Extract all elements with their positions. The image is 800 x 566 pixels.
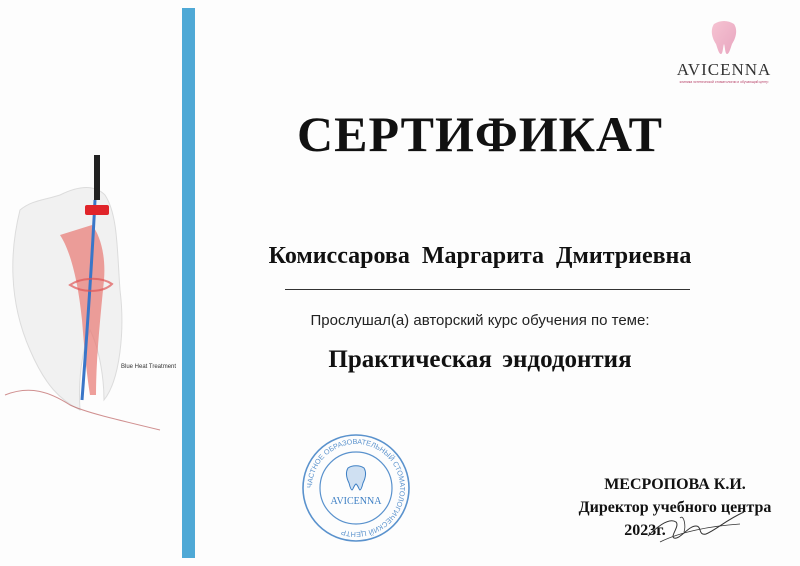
tooth-logo-icon xyxy=(710,20,738,56)
accent-stripe xyxy=(182,8,195,558)
logo-wordmark: AVICENNA xyxy=(676,60,772,79)
signer-position: Директор учебного центра xyxy=(578,499,772,516)
handwritten-signature xyxy=(640,496,750,548)
seal-stamp xyxy=(300,432,412,544)
illustration-caption: Blue Heat Treatment xyxy=(121,364,177,370)
tooth-illustration xyxy=(0,0,200,566)
avicenna-logo xyxy=(668,14,780,94)
name-underline xyxy=(285,289,690,290)
signer-name: МЕСРОПОВА К.И. xyxy=(604,476,746,493)
stamp-ring-text: ЧАСТНОЕ ОБРАЗОВАТЕЛЬНЫЙ СТОМАТОЛОГИЧЕСКИЙ ЦЕНТР xyxy=(304,436,408,540)
issue-year: 2023г. xyxy=(624,522,666,539)
logo-tagline: клиника эстетической стоматологии и обучающий центр xyxy=(679,80,769,84)
certificate-title: СЕРТИФИКАТ xyxy=(296,106,663,162)
recipient-name: Комиссарова Маргарита Дмитриевна xyxy=(268,243,692,269)
course-intro-text: Прослушал(а) авторский курс обучения по теме: xyxy=(310,312,650,329)
stamp-center-text: AVICENNA xyxy=(330,496,382,507)
course-name: Практическая эндодонтия xyxy=(328,346,632,373)
